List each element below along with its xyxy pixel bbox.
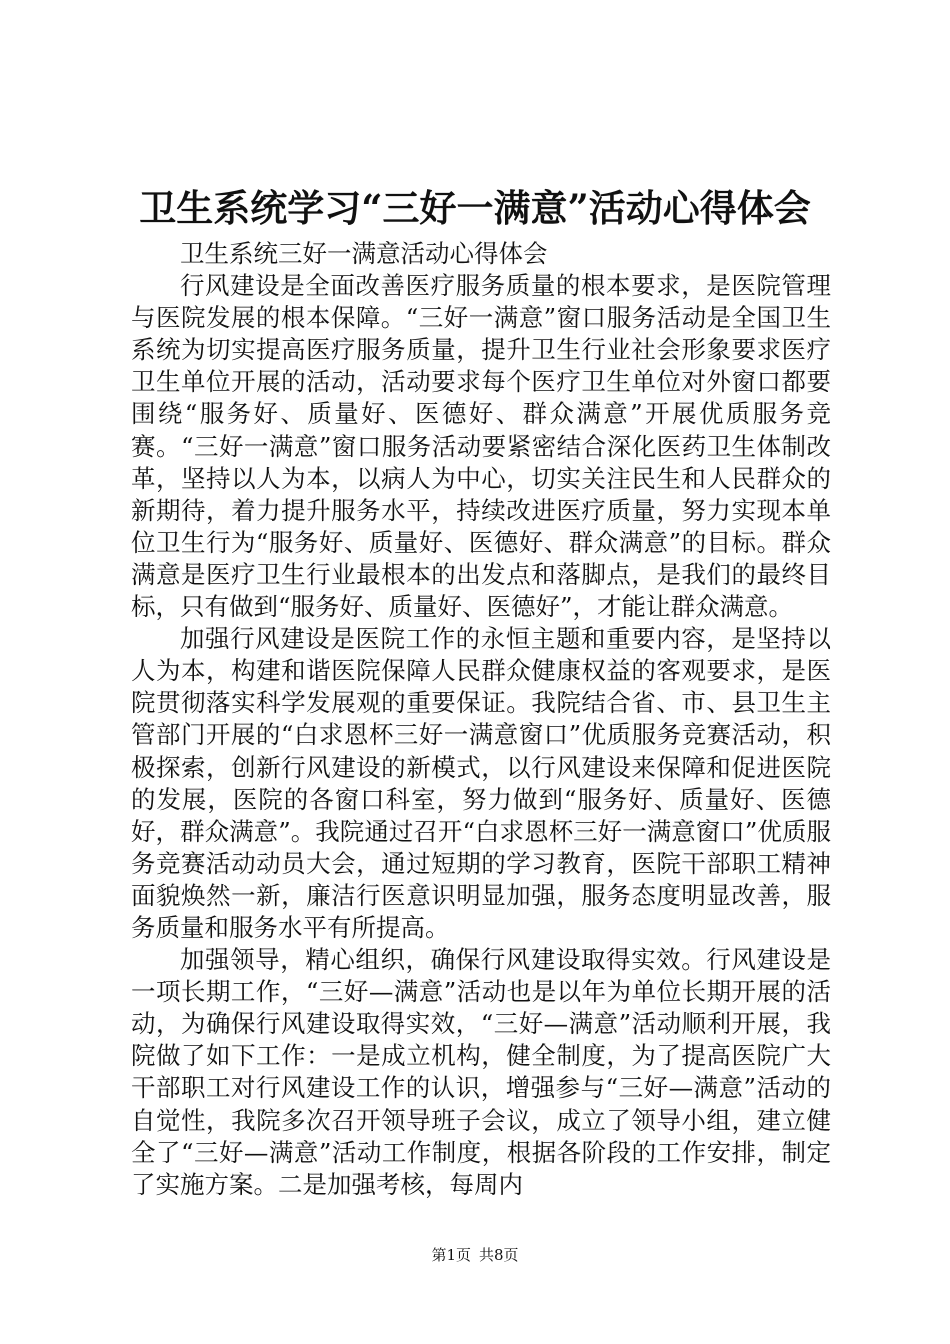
paragraph-1: 行风建设是全面改善医疗服务质量的根本要求，是医院管理与医院发展的根本保障。“三好一满意”窗口服务活动是全国卫生系统为切实提高医疗服务质量，提升卫生行业社会形象要求医疗卫生单位开展的活动，活动要求每个医疗卫生单位对外窗口都要围绕“服务好、质量好、医德好、群众满意”开展优质服务竞赛。“三好一满意”窗口服务活动要紧密结合深化医药卫生体制改革，坚持以人为本，以病人为中心，切实关注民生和人民群众的新期待，着力提升服务水平，持续改进医疗质量，努力实现本单位卫生行为“服务好、质量好、医德好、群众满意”的目标。群众满意是医疗卫生行业最根本的出发点和落脚点，是我们的最终目标，只有做到“服务好、质量好、医德好”，才能让群众满意。	[131, 271, 831, 622]
document-subtitle: 卫生系统三好一满意活动心得体会	[180, 239, 548, 268]
page-number: 第1页	[431, 1246, 471, 1264]
page-footer	[0, 1245, 950, 1265]
paragraph-2: 加强行风建设是医院工作的永恒主题和重要内容，是坚持以人为本，构建和谐医院保障人民群众健康权益的客观要求，是医院贯彻落实科学发展观的重要保证。我院结合省、市、县卫生主管部门开展的“白求恩杯三好一满意窗口”优质服务竞赛活动，积极探索，创新行风建设的新模式，以行风建设来保障和促进医院的发展，医院的各窗口科室，努力做到“服务好、质量好、医德好，群众满意”。我院通过召开“白求恩杯三好一满意窗口”优质服务竞赛活动动员大会，通过短期的学习教育，医院干部职工精神面貌焕然一新，廉洁行医意识明显加强，服务态度明显改善，服务质量和服务水平有所提高。	[131, 624, 831, 942]
document-title: 卫生系统学习“三好一满意”活动心得体会	[139, 186, 811, 230]
paragraph-3: 加强领导，精心组织，确保行风建设取得实效。行风建设是一项长期工作，“三好—满意”活动也是以年为单位长期开展的活动，为确保行风建设取得实效，“三好—满意”活动顺利开展，我院做了如下工作：一是成立机构，健全制度，为了提高医院广大干部职工对行风建设工作的认识，增强参与“三好—满意”活动的自觉性，我院多次召开领导班子会议，成立了领导小组，建立健全了“三好—满意”活动工作制度，根据各阶段的工作安排，制定了实施方案。二是加强考核，每周内	[131, 945, 831, 1199]
page-total: 共8页	[479, 1246, 519, 1264]
document-body	[131, 238, 831, 1201]
